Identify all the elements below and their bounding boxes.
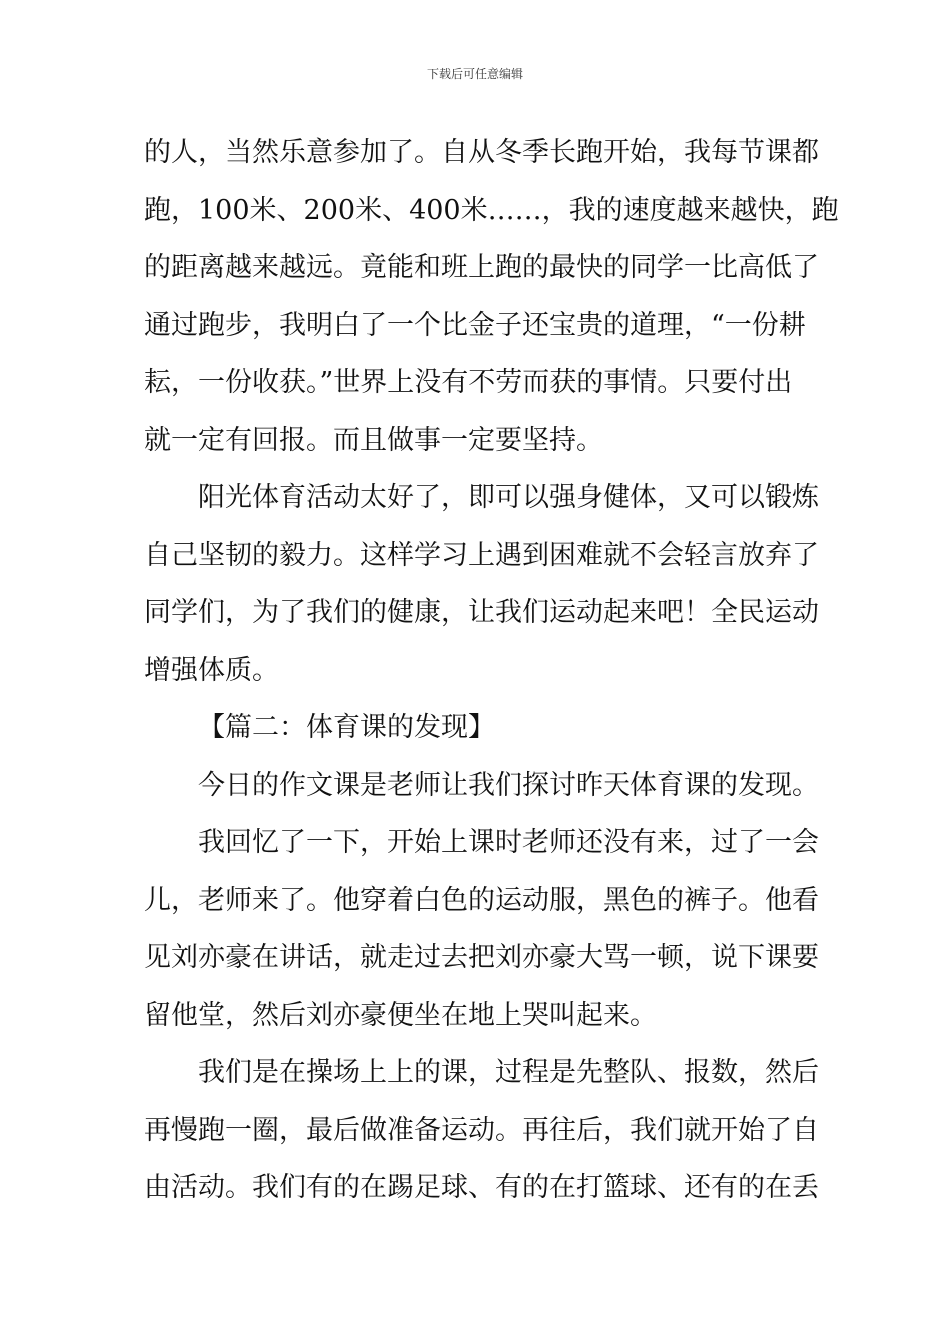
paragraph-first-line: 阳光体育活动太好了，即可以强身健体，又可以锻炼 [198,482,819,513]
text-line: 留他堂，然后刘亦豪便坐在地上哭叫起来。 [144,999,657,1031]
text-line: 再慢跑一圈，最后做准备运动。再往后，我们就开始了自 [144,1114,819,1146]
text-line: 的人，当然乐意参加了。自从冬季长跑开始，我每节课都 [144,137,819,168]
page-header-note: 下载后可任意编辑 [426,67,523,81]
text-line: 跑，100米、200米、400米……，我的速度越来越快，跑 [144,194,839,226]
paragraph-first-line: 我们是在操场上上的课，过程是先整队、报数，然后 [198,1057,819,1088]
text-line: 同学们，为了我们的健康，让我们运动起来吧！全民运动 [144,597,819,628]
paragraph-first-line: 我回忆了一下，开始上课时老师还没有来，过了一会 [198,827,819,858]
text-line: 增强体质。 [144,654,279,686]
document-body [144,124,839,1217]
text-line: 由活动。我们有的在踢足球、有的在打篮球、还有的在丢 [144,1172,819,1203]
text-line: 就一定有回报。而且做事一定要坚持。 [144,424,603,456]
section-heading: 【篇二：体育课的发现】 [198,712,495,743]
text-line: 的距离越来越远。竟能和班上跑的最快的同学一比高低了 [144,252,819,283]
text-line: 自己坚韧的毅力。这样学习上遇到困难就不会轻言放弃了 [144,539,819,571]
text-line: 见刘亦豪在讲话，就走过去把刘亦豪大骂一顿，说下课要 [144,942,819,973]
text-line: 儿，老师来了。他穿着白色的运动服，黑色的裤子。他看 [144,884,819,916]
text-line: 耘，一份收获。”世界上没有不劳而获的事情。只要付出 [144,367,793,398]
text-line: 通过跑步，我明白了一个比金子还宝贵的道理，“一份耕 [144,309,806,341]
paragraph-first-line: 今日的作文课是老师让我们探讨昨天体育课的发现。 [198,769,819,801]
